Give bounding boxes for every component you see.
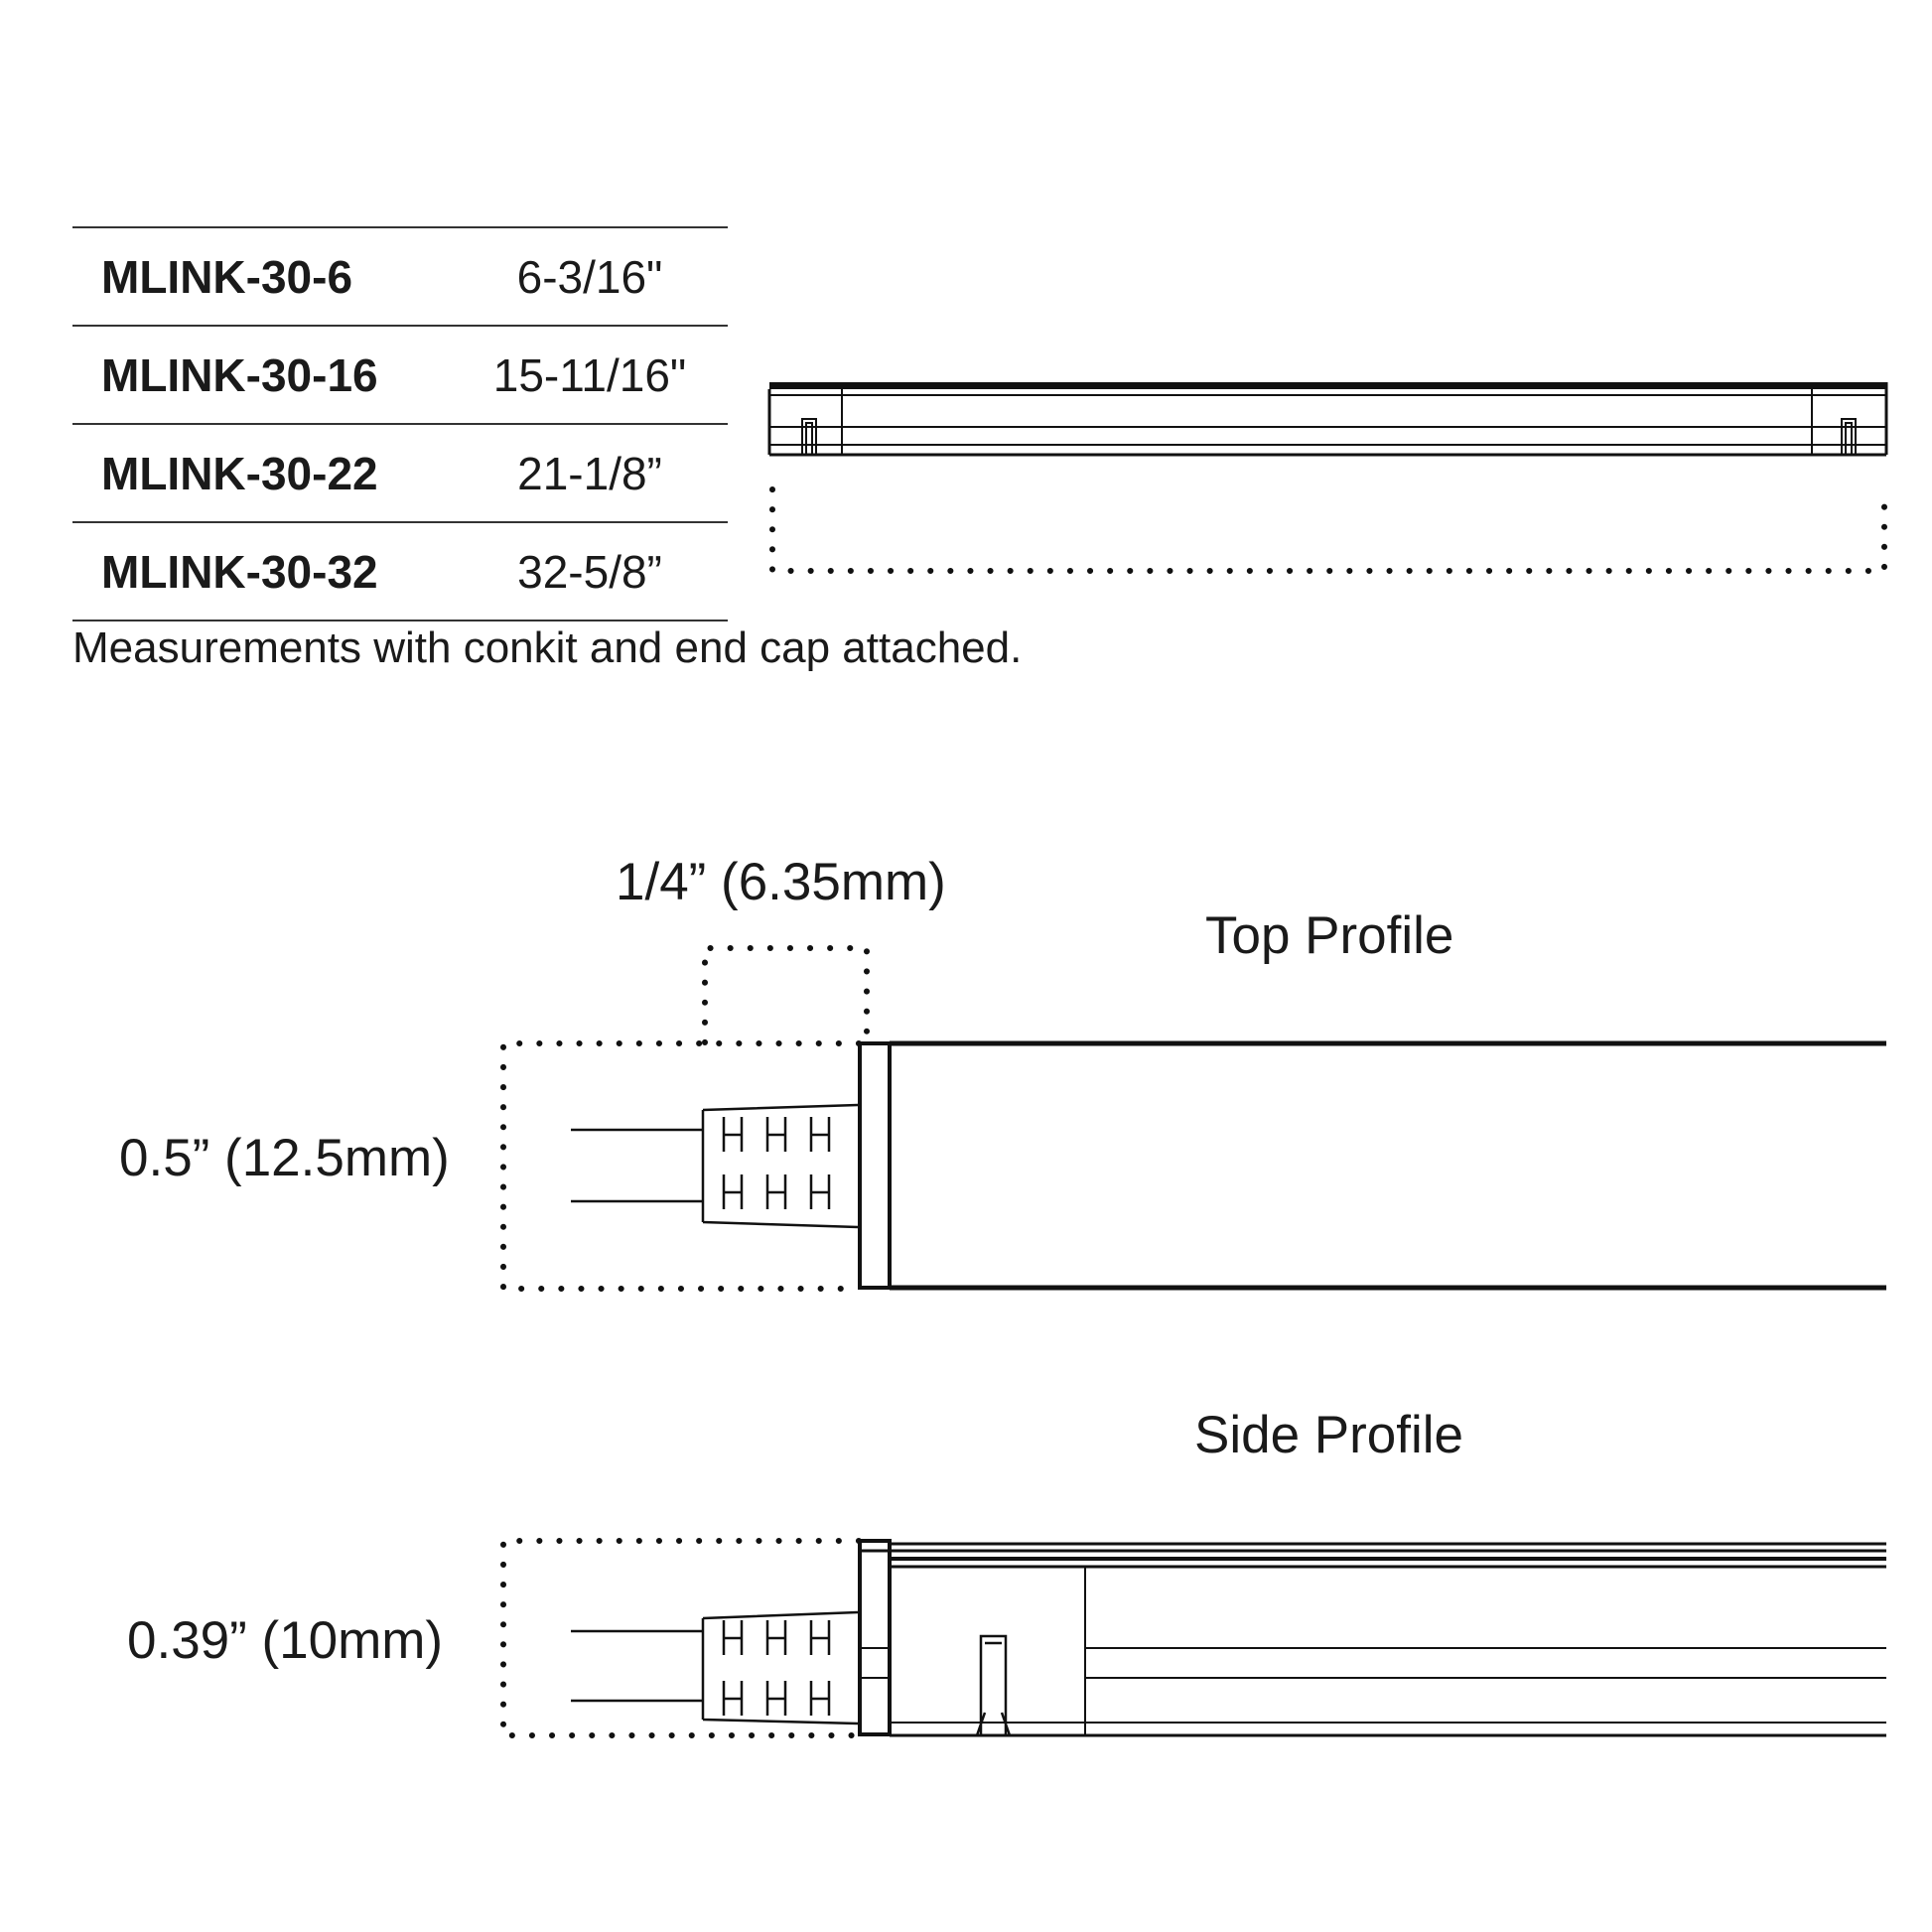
top-profile [503,948,1886,1289]
connector-contacts [724,1117,829,1209]
strip-overview [769,382,1886,571]
side-profile-title: Side Profile [1194,1406,1464,1464]
model-cell: MLINK-30-32 [72,522,452,621]
length-cell: 21-1/8” [452,424,728,522]
top-height-label: 0.5” (12.5mm) [119,1129,450,1187]
top-profile-title: Top Profile [1205,906,1454,965]
connector-depth-label: 1/4” (6.35mm) [616,853,946,911]
length-cell: 6-3/16" [452,227,728,326]
model-cell: MLINK-30-6 [72,227,452,326]
side-profile [503,1541,1886,1735]
side-height-label: 0.39” (10mm) [127,1611,444,1670]
model-cell: MLINK-30-16 [72,326,452,424]
model-cell: MLINK-30-22 [72,424,452,522]
length-cell: 32-5/8” [452,522,728,621]
measurement-note: Measurements with conkit and end cap attached. [72,623,1023,672]
length-cell: 15-11/16" [452,326,728,424]
connector-contacts [724,1620,829,1716]
